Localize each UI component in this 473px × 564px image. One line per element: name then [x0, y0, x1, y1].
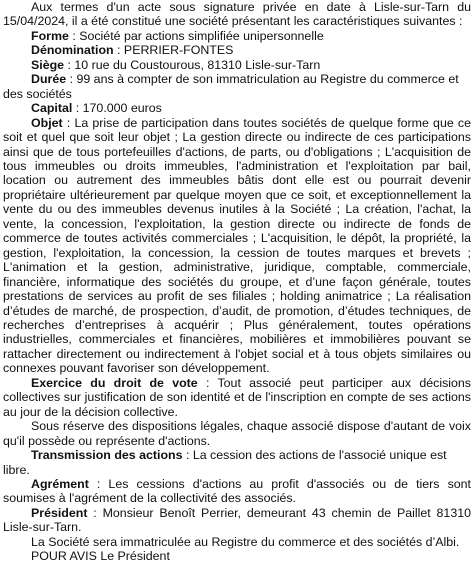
signature-line: POUR AVIS Le Président [31, 549, 170, 564]
denomination-value: : PERRIER-FONTES [113, 43, 234, 58]
duree-value: : 99 ans à compter de son immatriculation au Registre du commerce et des sociétés [3, 72, 459, 101]
immatriculation-line: La Société sera immatriculée au Registre du commerce et des sociétés d’Albi. [31, 534, 460, 549]
objet-paragraph [3, 116, 471, 376]
forme-line [3, 29, 471, 43]
duree-line [3, 72, 471, 101]
transmission-value: : La cession des actions de l'associé unique est libre. [3, 448, 447, 477]
capital-line [3, 101, 471, 115]
exercice-label: Exercice du droit de vote [31, 375, 198, 390]
forme-label: Forme [31, 28, 69, 43]
agrement-paragraph [3, 477, 471, 506]
capital-label: Capital [31, 101, 73, 116]
denomination-line [3, 43, 471, 57]
reserve-paragraph: Sous réserve des dispositions légales, chaque associé dispose d'autant de voix qu'il possède ou représente d'actions. [3, 419, 471, 448]
agrement-value: : Les cessions d'actions au profit d'associés ou de tiers sont soumises à l'agrément de la collectivité des associés. [3, 476, 471, 506]
exercice-value: : Tout associé peut participer aux décisions collectives sur justification de son identité et de l'inscription en compte de ses actions au jour de la décision collective. [3, 375, 471, 419]
capital-value: : 170.000 euros [72, 101, 162, 116]
objet-value: : La prise de participation dans toutes sociétés de quelque forme que ce soit et quel que soit leur objet ; La gestion directe ou indirecte de ces participations ainsi que de tous portefeuilles d'actions, de parts, ou d'obligations ; L'acquisition de tous immeubles ou droits immeubles, l'administration et l'exploitation par bail, location ou autrement des immeubles bâtis dont elle est ou pourrait devenir propriétaire ultérieurement par quelque moyen que ce soit, et exceptionnellement la vente du ou des immeubles devenus inutiles à la Société ; La création, l'achat, la vente, la concession, l'exploitation, la gestion directe ou indirecte de fonds de commerce de toutes activités commerciales ; L'acquisition, le dépôt, la propriété, la gestion, l'exploitation, la concession, la cession de toutes marques et brevets ; L'animation et la gestion, administrative, juridique, comptable, commerciale, financière, informatique des sociétés du groupe, et d’une façon générale, toutes prestations de services au profit de ses filiales ; holding animatrice ; La réalisation d’études de marché, de prospection, d’audit, de promotion, d’études techniques, de recherches d’entreprises à acquérir ; Plus généralement, toutes opérations industrielles, commerciales et financières, mobilières et immobilières pouvant se rattacher directement ou indirectement à l'objet social et à tous objets similaires ou connexes pouvant favoriser son développement. [3, 115, 471, 376]
president-value: : Monsieur Benoît Perrier, demeurant 43 chemin de Paillet 81310 Lisle-sur-Tarn. [3, 505, 471, 535]
agrement-label: Agrément [31, 476, 89, 491]
forme-value: : Société par actions simplifiée unipersonnelle [68, 28, 324, 43]
objet-label: Objet [31, 115, 63, 130]
siege-label: Siège [31, 57, 65, 72]
siege-value: : 10 rue du Coustourous, 81310 Lisle-sur-Tarn [64, 57, 321, 72]
siege-line [3, 58, 471, 72]
duree-label: Durée [31, 72, 67, 87]
president-paragraph [3, 506, 471, 535]
transmission-line [3, 448, 471, 477]
transmission-label: Transmission des actions [31, 448, 183, 463]
denomination-label: Dénomination [31, 43, 114, 58]
intro-paragraph: Aux termes d'un acte sous signature privée en date à Lisle-sur-Tarn du 15/04/2024, il a été constitué une société présentant les caractéristiques suivantes : [3, 0, 471, 29]
president-label: Président [31, 505, 88, 520]
exercice-paragraph [3, 376, 471, 419]
